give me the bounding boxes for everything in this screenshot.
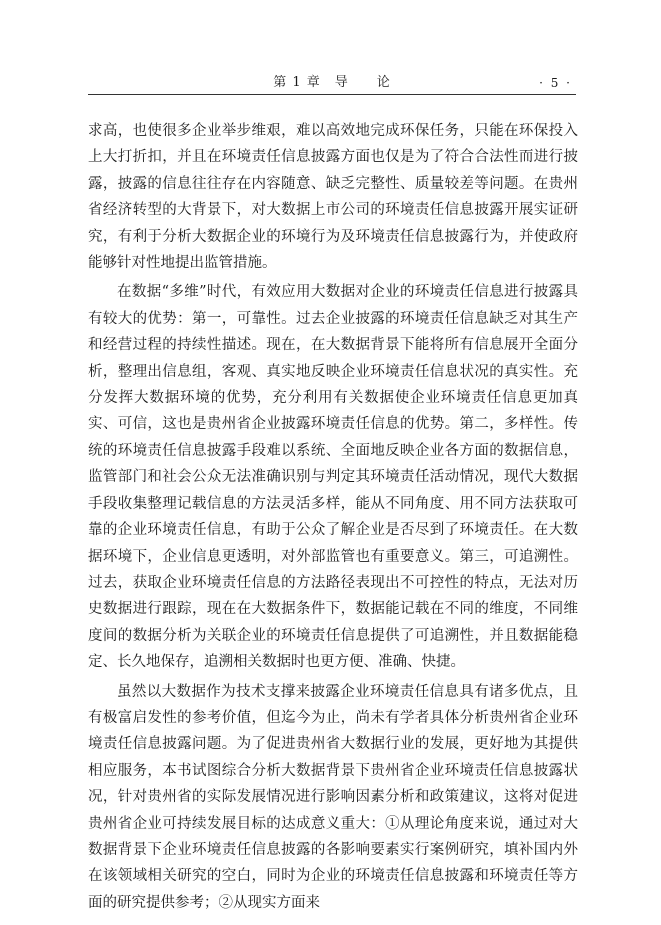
chapter-title: 第 1 章 导 论 [273, 75, 391, 90]
paragraph-continued: 求高，也使很多企业举步维艰，难以高效地完成环保任务，只能在环保投入上大打折扣，并且在环境责任信息披露方面也仅是为了符合合法性而进行披露，披露的信息往往存在内容随意、缺乏完整性、质量较差等问题。在贵州省经济转型的大背景下，对大数据上市公司的环境责任信息披露开展实证研究，有利于分析大数据企业的环境行为及环境责任信息披露行为，并使政府能够针对性地提出监管措施。 [88, 123, 578, 272]
page-header [88, 74, 576, 95]
page-number: · 5 · [539, 76, 572, 90]
paragraph-significance: 虽然以大数据作为技术支撑来披露企业环境责任信息具有诸多优点，且有极富启发性的参考价值，但迄今为止，尚未有学者具体分析贵州省企业环境责任信息披露问题。为了促进贵州省大数据行业的发展，更好地为其提供相应服务，本书试图综合分析大数据背景下贵州省企业环境责任信息披露状况，针对贵州省的实际发展情况进行影响因素分析和政策建议，这将对促进贵州省企业可持续发展目标的达成意义重大：①从理论角度来说，通过对大数据背景下企业环境责任信息披露的各影响要素实行案例研究，填补国内外在该领域相关研究的空白，同时为企业的环境责任信息披露和环境责任等方面的研究提供参考；②从现实方面来 [88, 683, 578, 911]
paragraph-advantages: 在数据“多维”时代，有效应用大数据对企业的环境责任信息进行披露具有较大的优势：第一，可靠性。过去企业披露的环境责任信息缺乏对其生产和经营过程的持续性描述。现在，在大数据背景下能将所有信息展开全面分析，整理出信息组，客观、真实地反映企业环境责任信息状况的真实性。充分发挥大数据环境的优势，充分利用有关数据使企业环境责任信息更加真实、可信，这也是贵州省企业披露环境责任信息的优势。第二，多样性。传统的环境责任信息披露手段难以系统、全面地反映企业各方面的数据信息，监管部门和社会公众无法准确识别与判定其环境责任活动情况，现代大数据手段收集整理记载信息的方法灵活多样，能从不同角度、用不同方法获取可靠的企业环境责任信息，有助于公众了解企业是否尽到了环境责任。在大数据环境下，企业信息更透明，对外部监管也有重要意义。第三，可追溯性。过去，获取企业环境责任信息的方法路径表现出不可控性的特点，无法对历史数据进行跟踪，现在在大数据条件下，数据能记载在不同的维度，不同维度间的数据分析为关联企业的环境责任信息提供了可追溯性，并且数据能稳定、长久地保存，追溯相关数据时也更方便、准确、快捷。 [88, 284, 578, 671]
body-text [88, 118, 578, 916]
